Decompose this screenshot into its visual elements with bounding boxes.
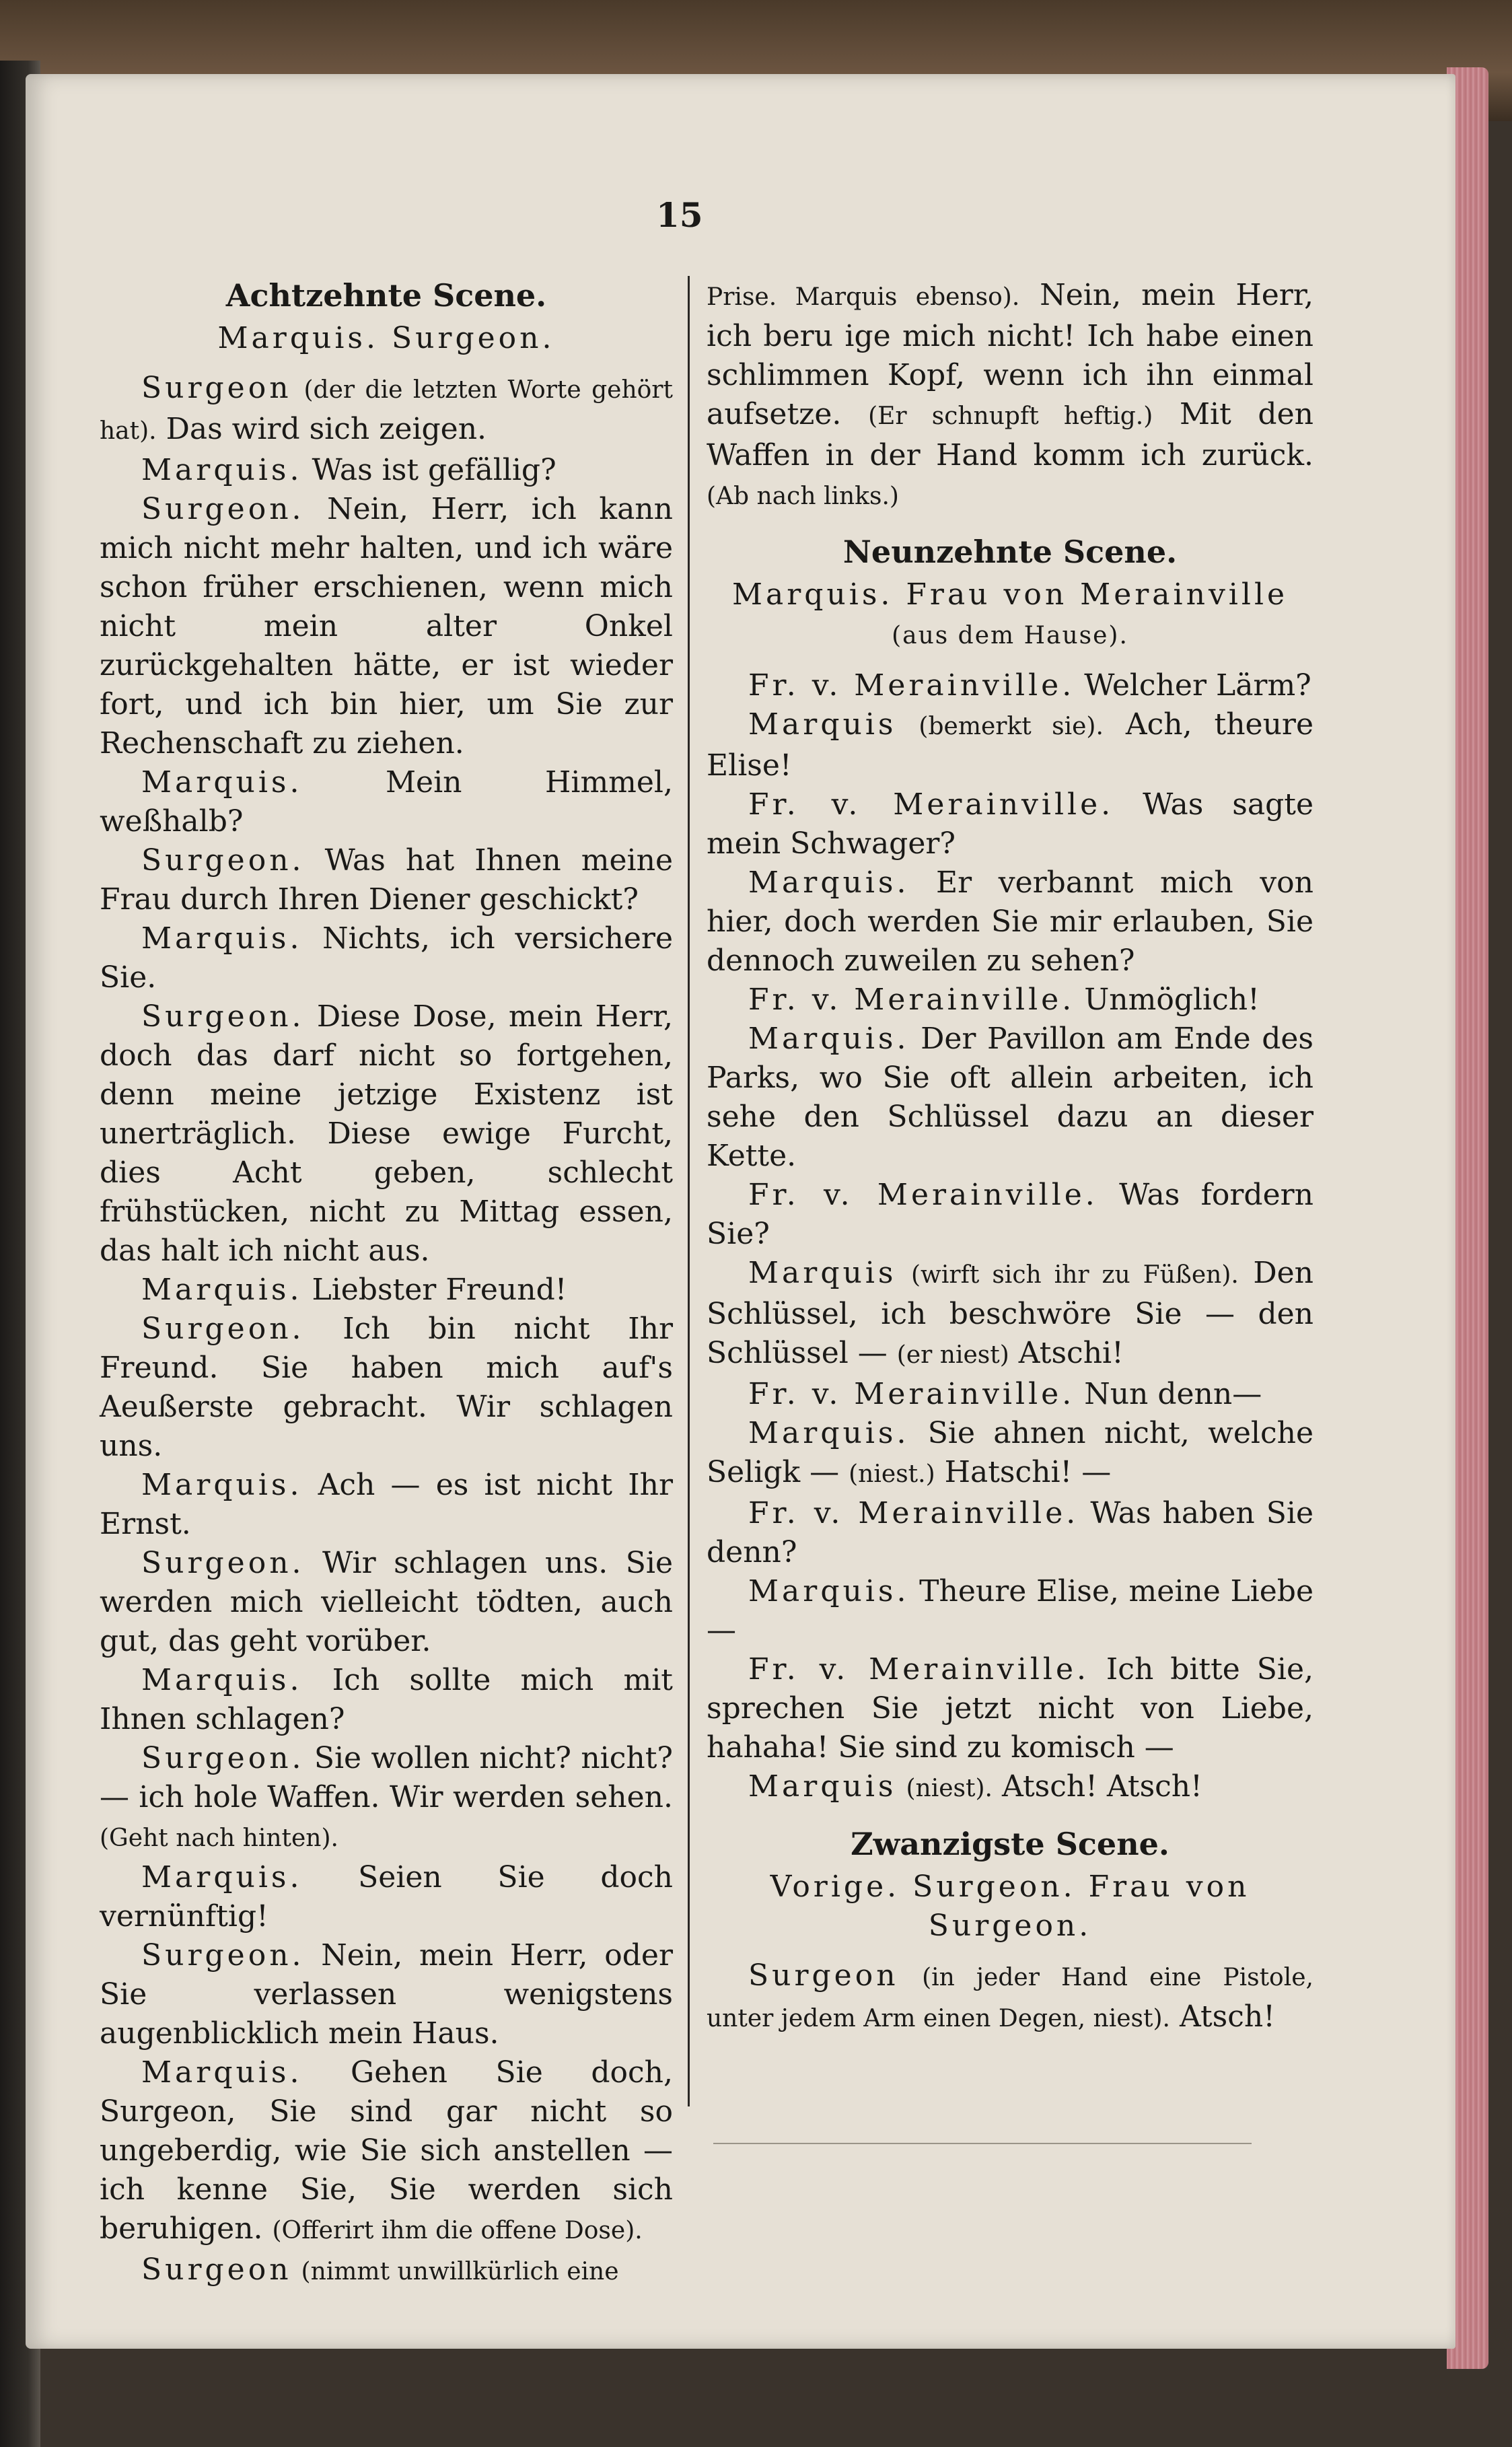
speaker-name: Surgeon.: [141, 492, 305, 526]
dialogue-text: Atsch! Atsch!: [1001, 1769, 1202, 1804]
speaker-name: Surgeon: [141, 2253, 292, 2287]
dialogue-text: Nun denn—: [1084, 1377, 1262, 1411]
dialogue-text: Sie ahnen nicht, welche Seligk —: [707, 1416, 1313, 1489]
dialogue-text: Atschi!: [1018, 1336, 1124, 1370]
scene-cast: [707, 1868, 1313, 1946]
dialogue-text: Atsch!: [1179, 1999, 1275, 2034]
speaker-name: Marquis.: [141, 1860, 303, 1894]
dialogue-text: Was sagte mein Schwager?: [707, 787, 1313, 861]
dialogue-text: Nein, Herr, ich kann mich nicht mehr halten, und ich wäre schon früher erschienen, wenn mich nicht mein alter Onkel zurückgehalten hätte, er ist wieder fort, und ich bin hier, um Sie zur Rechenschaft zu ziehen.: [100, 492, 673, 760]
speaker-name: Marquis.: [141, 453, 303, 487]
dialogue-line: [100, 1544, 673, 1661]
speaker-name: Marquis.: [748, 1416, 910, 1450]
scene-cast: [100, 319, 673, 358]
stage-direction: (bemerkt sie).: [919, 713, 1104, 740]
scene-heading: Zwanzigste Scene.: [851, 1826, 1169, 1862]
speaker-name: Surgeon.: [141, 843, 305, 878]
dialogue-text: Ich bitte Sie, sprechen Sie jetzt nicht von Liebe, hahaha! Sie sind zu komisch —: [707, 1652, 1313, 1765]
cast-names: Marquis. Frau von Merainville: [731, 577, 1289, 612]
speaker-name: Marquis.: [748, 1022, 910, 1056]
dialogue-text: Ich sollte mich mit Ihnen schlagen?: [100, 1663, 673, 1736]
dialogue-text: Er verbannt mich von hier, doch werden Sie mir erlauben, Sie dennoch zuweilen zu sehen?: [707, 865, 1313, 978]
dialogue-line: [100, 369, 673, 451]
dialogue-line: [707, 1375, 1313, 1414]
stage-direction: (nimmt unwillkürlich eine: [301, 2258, 619, 2285]
dialogue-line: [100, 763, 673, 841]
dialogue-text: Was ist gefällig?: [312, 453, 556, 487]
dialogue-line: [707, 705, 1313, 785]
dialogue-line: [100, 1310, 673, 1466]
speaker-name: Fr. v. Merainville.: [748, 787, 1114, 822]
dialogue-line: [707, 1176, 1313, 1254]
dialogue-line: [707, 1254, 1313, 1375]
stage-direction: Prise. Marquis ebenso).: [707, 283, 1020, 311]
dialogue-line: [100, 490, 673, 763]
speaker-name: Fr. v. Merainville.: [748, 1377, 1075, 1411]
scene-heading: Neunzehnte Scene.: [842, 534, 1178, 570]
left-column: [100, 276, 673, 2292]
dialogue-line: [100, 1271, 673, 1310]
speaker-name: Surgeon: [141, 371, 292, 405]
dialogue-line: [707, 1572, 1313, 1650]
dialogue-line: [707, 863, 1313, 981]
dialogue-text: Ich bin nicht Ihr Freund. Sie haben mich auf's Aeußerste gebracht. Wir schlagen uns.: [100, 1312, 673, 1463]
speaker-name: Marquis.: [141, 1663, 303, 1697]
speaker-name: Fr. v. Merainville.: [748, 1178, 1098, 1212]
dialogue-text: Mit den Waffen in der Hand komm ich zurück.: [707, 397, 1313, 472]
stage-direction: (Er schnupft heftig.): [868, 402, 1153, 430]
stage-direction: (Ab nach links.): [707, 483, 899, 510]
dialogue-text: Das wird sich zeigen.: [166, 412, 487, 446]
dialogue-text: Was hat Ihnen meine Frau durch Ihren Diener geschickt?: [100, 843, 673, 917]
cast-names: Vorige. Surgeon. Frau von Surgeon.: [770, 1870, 1250, 1943]
speaker-name: Surgeon.: [141, 1741, 305, 1775]
speaker-name: Marquis.: [748, 865, 910, 900]
dialogue-text: Den Schlüssel, ich beschwöre Sie — den Schlüssel —: [707, 1256, 1313, 1370]
speaker-name: Marquis.: [141, 765, 303, 800]
dialogue-text: Ach, theure Elise!: [707, 707, 1313, 783]
dialogue-line: [707, 785, 1313, 863]
dialogue-text: Unmöglich!: [1084, 983, 1260, 1017]
dialogue-text: Hatschi! —: [944, 1455, 1112, 1489]
dialogue-text: Seien Sie doch vernünftig!: [100, 1860, 673, 1934]
dialogue-text: Nichts, ich versichere Sie.: [100, 921, 673, 995]
dialogue-line: [100, 1936, 673, 2053]
stage-direction: (niest).: [906, 1775, 993, 1802]
dialogue-line: [707, 1650, 1313, 1767]
speaker-name: Marquis.: [141, 921, 303, 956]
dialogue-line: [100, 1466, 673, 1544]
dialogue-text: Welcher Lärm?: [1084, 668, 1311, 703]
dialogue-line: [100, 451, 673, 490]
speaker-name: Marquis.: [141, 1468, 303, 1502]
bottom-rule: [713, 2143, 1252, 2144]
dialogue-line: [100, 2250, 673, 2292]
column-divider: [688, 276, 690, 2106]
dialogue-text: Nein, mein Herr, oder Sie verlassen wenigstens augenblicklich mein Haus.: [100, 1938, 673, 2051]
dialogue-text: Liebster Freund!: [312, 1273, 567, 1307]
dialogue-line: [707, 666, 1313, 705]
speaker-name: Surgeon.: [141, 999, 305, 1034]
speaker-name: Marquis.: [141, 2055, 303, 2090]
dialogue-line: [100, 919, 673, 997]
dialogue-text: Sie wollen nicht? nicht? — ich hole Waffen. Wir werden sehen.: [100, 1741, 673, 1814]
scene-cast: [707, 575, 1313, 655]
dialogue-text: Wir schlagen uns. Sie werden mich vielleicht tödten, auch gut, das geht vorüber.: [100, 1546, 673, 1658]
speaker-name: Fr. v. Merainville.: [748, 983, 1075, 1017]
dialogue-text: Ach — es ist nicht Ihr Ernst.: [100, 1468, 673, 1541]
dialogue-text: Theure Elise, meine Liebe —: [707, 1574, 1313, 1647]
cast-direction: (aus dem Hause).: [892, 622, 1128, 649]
speaker-name: Marquis.: [141, 1273, 303, 1307]
stage-direction: (Geht nach hinten).: [100, 1824, 338, 1852]
stage-direction: (wirft sich ihr zu Füßen).: [911, 1261, 1239, 1289]
speaker-name: Marquis: [748, 1769, 897, 1804]
speaker-name: Surgeon.: [141, 1546, 305, 1580]
dialogue-line: [707, 1956, 1313, 2038]
scene-heading: Achtzehnte Scene.: [225, 277, 547, 314]
speaker-name: Marquis.: [748, 1574, 910, 1608]
stage-direction: (der die letzten Worte gehört hat).: [100, 376, 673, 445]
right-column: [707, 276, 1313, 2038]
dialogue-text: Der Pavillon am Ende des Parks, wo Sie oft allein arbeiten, ich sehe den Schlüssel dazu an dieser Kette.: [707, 1022, 1313, 1173]
speaker-name: Marquis: [748, 1256, 897, 1290]
speaker-name: Surgeon.: [141, 1938, 305, 1973]
stage-direction: (in jeder Hand eine Pistole, unter jedem Arm einen Degen, niest).: [707, 1964, 1313, 2032]
dialogue-text: Nein, mein Herr, ich beru ige mich nicht! Ich habe einen schlimmen Kopf, wenn ich ihn einmal aufsetze.: [707, 278, 1313, 431]
dialogue-line: [100, 1661, 673, 1739]
dialogue-line: [100, 2053, 673, 2250]
dialogue-line: [100, 841, 673, 919]
speaker-name: Fr. v. Merainville.: [748, 1652, 1090, 1687]
speaker-name: Surgeon: [748, 1958, 899, 1993]
dialogue-line: [707, 1494, 1313, 1572]
dialogue-line: [707, 1020, 1313, 1176]
dialogue-line: [707, 1414, 1313, 1494]
dialogue-line: [100, 1858, 673, 1936]
dialogue-text: Mein Himmel, weßhalb?: [100, 765, 673, 839]
speaker-name: Fr. v. Merainville.: [748, 1496, 1079, 1530]
dialogue-line: [100, 1739, 673, 1858]
dialogue-line: [100, 997, 673, 1271]
dialogue-text: Gehen Sie doch, Surgeon, Sie sind gar nicht so ungeberdig, wie Sie sich anstellen — ich kenne Sie, Sie werden sich beruhigen.: [100, 2055, 673, 2246]
stage-direction: (niest.): [849, 1460, 935, 1488]
dialogue-line: [707, 981, 1313, 1020]
stage-direction: (Offerirt ihm die offene Dose).: [272, 2217, 643, 2244]
dialogue-continuation: [707, 276, 1313, 516]
dialogue-line: [707, 1767, 1313, 1808]
dialogue-text: Diese Dose, mein Herr, doch das darf nicht so fortgehen, denn meine jetzige Existenz ist unerträglich. Diese ewige Furcht, dies Acht geben, schlecht frühstücken, nicht zu Mittag essen, das halt ich nicht aus.: [100, 999, 673, 1268]
speaker-name: Fr. v. Merainville.: [748, 668, 1075, 703]
speaker-name: Marquis: [748, 707, 897, 742]
cast-names: Marquis. Surgeon.: [217, 321, 555, 355]
speaker-name: Surgeon.: [141, 1312, 305, 1346]
dialogue-text: Was fordern Sie?: [707, 1178, 1313, 1251]
page-number: 15: [656, 195, 703, 235]
dialogue-text: Was haben Sie denn?: [707, 1496, 1313, 1569]
stage-direction: (er niest): [896, 1341, 1009, 1369]
